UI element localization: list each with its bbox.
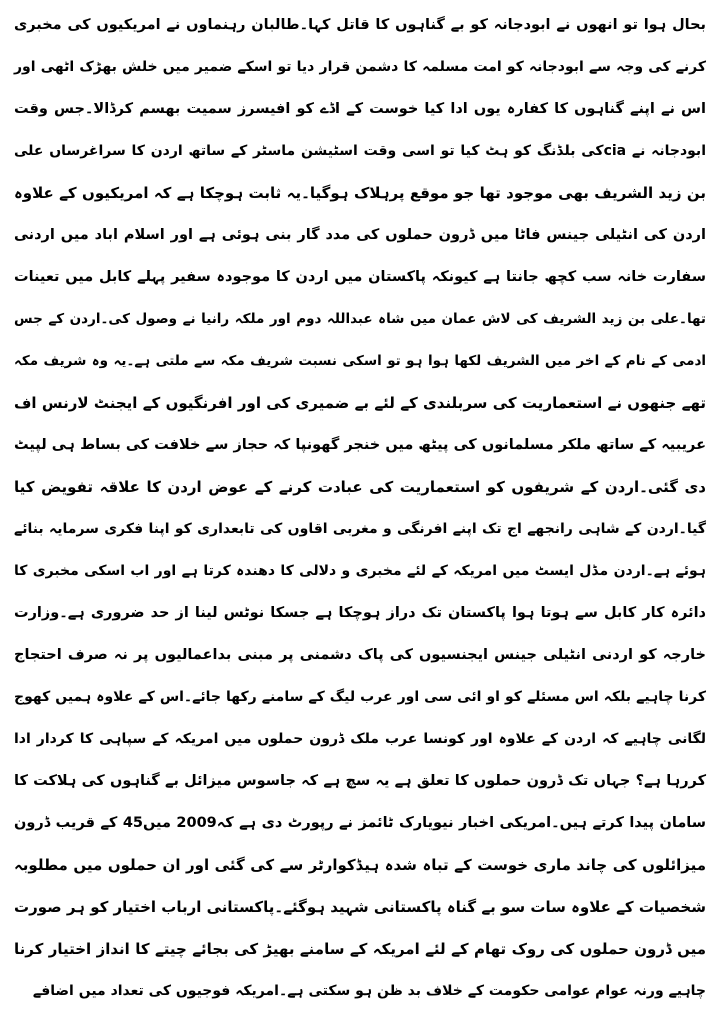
- text-line: گیا۔اردن کے شاہی رانجھے اج تک اپنے افرنگی و مغربی اقاوں کی تابعداری کو اپنا فکری سرمایہ بنائے: [14, 521, 706, 537]
- text-line: ابودجانہ نے ciaکی بلڈنگ کو ہٹ کیا تو اسی وقت اسٹیشن ماسٹر کے ساتھ اردن کا سراغرساں علی: [14, 143, 706, 159]
- text-line: دی گئی۔اردن کے شریفوں کو استعماریت کی عبادت کرنے کے عوض اردن کا علاقہ تفویض کیا: [14, 478, 706, 496]
- text-line: تھے جنھوں نے استعماریت کی سربلندی کے لئے بے ضمیری کی اور افرنگیوں کے ایجنٹ لارنس اف: [14, 394, 706, 412]
- text-line: تھا۔علی بن زید الشریف کی لاش عمان میں شاہ عبداللہ دوم اور ملکہ رانیا نے وصول کی۔اردن کے جس: [14, 311, 706, 327]
- text-line: کرنا چاہیے بلکہ اس مسئلے کو او ائی سی اور عرب لیگ کے سامنے رکھا جائے۔اس کے علاوہ ہمیں کھوج: [14, 689, 706, 705]
- text-line: کررہا ہے؟ جہاں تک ڈرون حملوں کا تعلق ہے یہ سچ ہے کہ جاسوس میزائل بے گناہوں کی ہلاکت کا: [14, 773, 706, 789]
- text-line: لگانی چاہیے کہ اردن کے علاوہ اور کونسا عرب ملک ڈرون حملوں میں امریکہ کے سپاہی کا کردار ادا: [14, 731, 706, 747]
- text-line: میں ڈرون حملوں کی روک تھام کے لئے امریکہ کے سامنے بھیڑ کی بجائے چیتے کا انداز اختیار کرنا: [14, 940, 706, 958]
- text-line: کرنے کی وجہ سے ابودجانہ کو امت مسلمہ کا دشمن قرار دیا تو اسکے ضمیر میں خلش بھڑک اٹھی اور: [14, 59, 706, 75]
- text-line: بن زید الشریف بھی موجود تھا جو موقع پرہلاک ہوگیا۔یہ ثابت ہوچکا ہے کہ امریکیوں کے علاوہ: [14, 184, 706, 202]
- text-line: دائرہ کار کابل سے ہوتا ہوا پاکستان تک دراز ہوچکا ہے جسکا نوٹس لینا از حد ضروری ہے۔وزارت: [14, 605, 706, 621]
- text-line: چاہیے ورنہ عوام عوامی حکومت کے خلاف بد ظن ہو سکتی ہے۔امریکہ فوجیوں کی تعداد میں اضافے: [32, 983, 706, 999]
- text-line: عریبیہ کے ساتھ ملکر مسلمانوں کی پیٹھ میں خنجر گھونپا کہ حجاز سے خلافت کی بساط ہی لپیٹ: [14, 437, 706, 453]
- text-line: خارجہ کو اردنی انٹیلی جینس ایجنسیوں کی پاک دشمنی پر مبنی بداعمالیوں پر نہ صرف احتجاج: [14, 647, 706, 663]
- text-line: سفارت خانہ سب کچھ جانتا ہے کیونکہ پاکستان میں اردن کا موجودہ سفیر پہلے کابل میں تعینات: [14, 269, 706, 285]
- article-body: [14, 6, 706, 1014]
- text-line: اردن کی انٹیلی جینس فاٹا میں ڈرون حملوں کی مدد گار بنی ہوئی ہے اور اسلام اباد میں اردنی: [14, 227, 706, 243]
- text-line: شخصیات کے علاوہ سات سو بے گناہ پاکستانی شہید ہوگئے۔پاکستانی ارباب اختیار کو ہر صورت: [14, 898, 706, 916]
- text-line: اس نے اپنے گناہوں کا کفارہ یوں ادا کیا خوست کے اڈے کو افیسرز سمیت بھسم کرڈالا۔جس وقت: [14, 101, 706, 117]
- text-line: ہوئے ہے۔اردن مڈل ایسٹ میں امریکہ کے لئے مخبری و دلالی کا دھندہ کرتا ہے اور اب اسکی مخبری کا: [14, 563, 706, 579]
- text-line: میزائلوں کی چاند ماری خوست کے تباہ شدہ ہیڈکوارٹر سے کی گئی اور ان حملوں میں مطلوبہ: [14, 856, 706, 874]
- text-line: سامان پیدا کرتے ہیں۔امریکی اخبار نیویارک ٹائمز نے رپورٹ دی ہے کہ2009 میں45 کے قریب ڈرون: [14, 815, 707, 831]
- text-line: بحال ہوا تو انھوں نے ابودجانہ کو بے گناہوں کا قاتل کہا۔طالبان رہنماوں نے امریکیوں کی مخبری: [14, 17, 706, 33]
- text-line: ادمی کے نام کے اخر میں الشریف لکھا ہوا ہو تو اسکی نسبت شریف مکہ سے ملتی ہے۔یہ وہ شریف مکہ: [14, 353, 706, 369]
